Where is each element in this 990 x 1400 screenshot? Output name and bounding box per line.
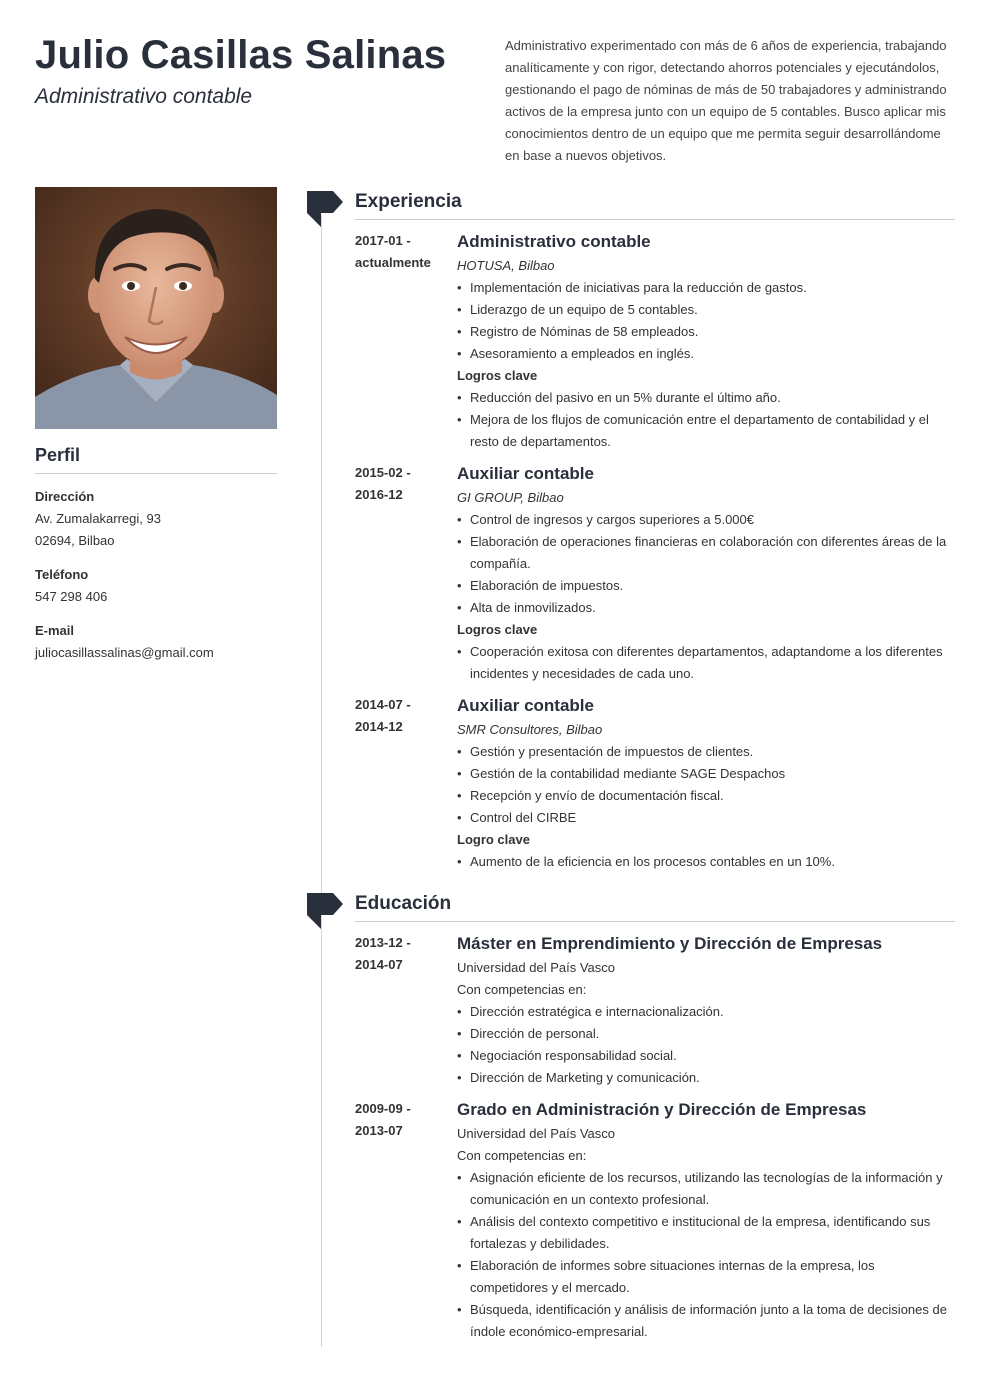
education-entry bbox=[355, 932, 955, 1089]
profile-heading: Perfil bbox=[35, 443, 277, 474]
email-label: E-mail bbox=[35, 623, 75, 638]
date-end: actualmente bbox=[355, 255, 431, 270]
profile-photo bbox=[35, 187, 277, 429]
address-line-1: Av. Zumalakarregi, 93 bbox=[35, 511, 161, 526]
list-item: • Asesoramiento a empleados en inglés. bbox=[457, 343, 955, 365]
education-entry bbox=[355, 1098, 955, 1343]
degree-title: Máster en Emprendimiento y Dirección de Empresas bbox=[457, 934, 883, 953]
competency-list bbox=[457, 1167, 955, 1343]
job-title: Auxiliar contable bbox=[457, 696, 594, 715]
list-item: • Elaboración de informes sobre situaciones internas de la empresa, los competidores y el mercado. bbox=[457, 1255, 955, 1299]
competency-list bbox=[457, 1001, 955, 1089]
entry-date bbox=[355, 932, 447, 976]
list-item: • Elaboración de impuestos. bbox=[457, 575, 955, 597]
achievement-list bbox=[457, 387, 955, 453]
education-section bbox=[307, 891, 955, 1343]
list-item: • Gestión de la contabilidad mediante SAGE Despachos bbox=[457, 763, 955, 785]
date-start: 2013-12 - bbox=[355, 935, 411, 950]
experience-section bbox=[307, 189, 955, 873]
job-title: Administrativo contable bbox=[457, 232, 651, 251]
task-list bbox=[457, 741, 955, 829]
institution-name: Universidad del País Vasco bbox=[457, 1126, 616, 1141]
list-item: • Alta de inmovilizados. bbox=[457, 597, 955, 619]
task-list bbox=[457, 277, 955, 365]
achievements-label: Logros clave bbox=[457, 368, 538, 383]
phone-label: Teléfono bbox=[35, 567, 89, 582]
list-item: • Recepción y envío de documentación fiscal. bbox=[457, 785, 955, 807]
candidate-job-title: Administrativo contable bbox=[35, 85, 253, 108]
resume-header bbox=[35, 32, 475, 111]
entry-body bbox=[457, 1098, 955, 1343]
flag-icon bbox=[307, 191, 343, 229]
company-name: GI GROUP, Bilbao bbox=[457, 490, 564, 505]
date-start: 2015-02 - bbox=[355, 465, 411, 480]
experience-entry bbox=[355, 694, 955, 873]
company-name: HOTUSA, Bilbao bbox=[457, 258, 555, 273]
date-start: 2017-01 - bbox=[355, 233, 411, 248]
entry-date bbox=[355, 1098, 447, 1142]
entry-date bbox=[355, 230, 447, 274]
list-item: • Dirección de Marketing y comunicación. bbox=[457, 1067, 955, 1089]
achievement-list bbox=[457, 851, 955, 873]
address-line-2: 02694, Bilbao bbox=[35, 533, 115, 548]
date-start: 2014-07 - bbox=[355, 697, 411, 712]
list-item: • Cooperación exitosa con diferentes departamentos, adaptandome a los diferentes incidentes y necesidades de cada uno. bbox=[457, 641, 955, 685]
date-end: 2013-07 bbox=[355, 1123, 403, 1138]
competencies-intro: Con competencias en: bbox=[457, 982, 587, 997]
company-name: SMR Consultores, Bilbao bbox=[457, 722, 603, 737]
list-item: • Aumento de la eficiencia en los procesos contables en un 10%. bbox=[457, 851, 955, 873]
list-item: • Dirección de personal. bbox=[457, 1023, 955, 1045]
entry-date bbox=[355, 462, 447, 506]
task-list bbox=[457, 509, 955, 619]
institution-name: Universidad del País Vasco bbox=[457, 960, 616, 975]
achievements-label: Logros clave bbox=[457, 622, 538, 637]
experience-heading: Experiencia bbox=[355, 189, 955, 220]
date-end: 2016-12 bbox=[355, 487, 403, 502]
competencies-intro: Con competencias en: bbox=[457, 1148, 587, 1163]
achievements-label: Logro clave bbox=[457, 832, 530, 847]
phone-value: 547 298 406 bbox=[35, 589, 108, 604]
list-item: • Dirección estratégica e internacionalización. bbox=[457, 1001, 955, 1023]
list-item: • Reducción del pasivo en un 5% durante el último año. bbox=[457, 387, 955, 409]
entry-body bbox=[457, 694, 955, 873]
list-item: • Análisis del contexto competitivo e institucional de la empresa, identificando sus fortalezas y debilidades. bbox=[457, 1211, 955, 1255]
entry-body bbox=[457, 932, 955, 1089]
entry-body bbox=[457, 230, 955, 453]
list-item: • Control del CIRBE bbox=[457, 807, 955, 829]
list-item: • Control de ingresos y cargos superiores a 5.000€ bbox=[457, 509, 955, 531]
left-column bbox=[35, 187, 277, 664]
list-item: • Búsqueda, identificación y análisis de información junto a la toma de decisiones de índole económico-empresarial. bbox=[457, 1299, 955, 1343]
flag-icon bbox=[307, 893, 343, 931]
entry-body bbox=[457, 462, 955, 685]
list-item: • Mejora de los flujos de comunicación entre el departamento de contabilidad y el resto de departamentos. bbox=[457, 409, 955, 453]
education-heading: Educación bbox=[355, 891, 955, 922]
list-item: • Gestión y presentación de impuestos de clientes. bbox=[457, 741, 955, 763]
date-start: 2009-09 - bbox=[355, 1101, 411, 1116]
degree-title: Grado en Administración y Dirección de Empresas bbox=[457, 1100, 867, 1119]
experience-entry bbox=[355, 462, 955, 685]
summary-paragraph: Administrativo experimentado con más de 6 años de experiencia, trabajando analíticamente y con rigor, detectando ahorros potenciales y ejecutándolos, gestionando el pago de nóminas de más de 50 trabajadores y administrando activos de la empresa junto con un equipo de 5 contables. Busco aplicar mis conocimientos dentro de un equipo que me permita seguir desarrollándome en base a nuevos objetivos. bbox=[505, 38, 947, 163]
list-item: • Registro de Nóminas de 58 empleados. bbox=[457, 321, 955, 343]
list-item: • Liderazgo de un equipo de 5 contables. bbox=[457, 299, 955, 321]
job-title: Auxiliar contable bbox=[457, 464, 594, 483]
candidate-name: Julio Casillas Salinas bbox=[35, 33, 447, 77]
date-end: 2014-12 bbox=[355, 719, 403, 734]
entry-date bbox=[355, 694, 447, 738]
email-value: juliocasillassalinas@gmail.com bbox=[35, 645, 214, 660]
experience-entry bbox=[355, 230, 955, 453]
list-item: • Negociación responsabilidad social. bbox=[457, 1045, 955, 1067]
address-label: Dirección bbox=[35, 489, 95, 504]
list-item: • Asignación eficiente de los recursos, utilizando las tecnologías de la información y comunicación en un contexto profesional. bbox=[457, 1167, 955, 1211]
achievement-list bbox=[457, 641, 955, 685]
list-item: • Implementación de iniciativas para la reducción de gastos. bbox=[457, 277, 955, 299]
date-end: 2014-07 bbox=[355, 957, 403, 972]
list-item: • Elaboración de operaciones financieras en colaboración con diferentes áreas de la compañía. bbox=[457, 531, 955, 575]
